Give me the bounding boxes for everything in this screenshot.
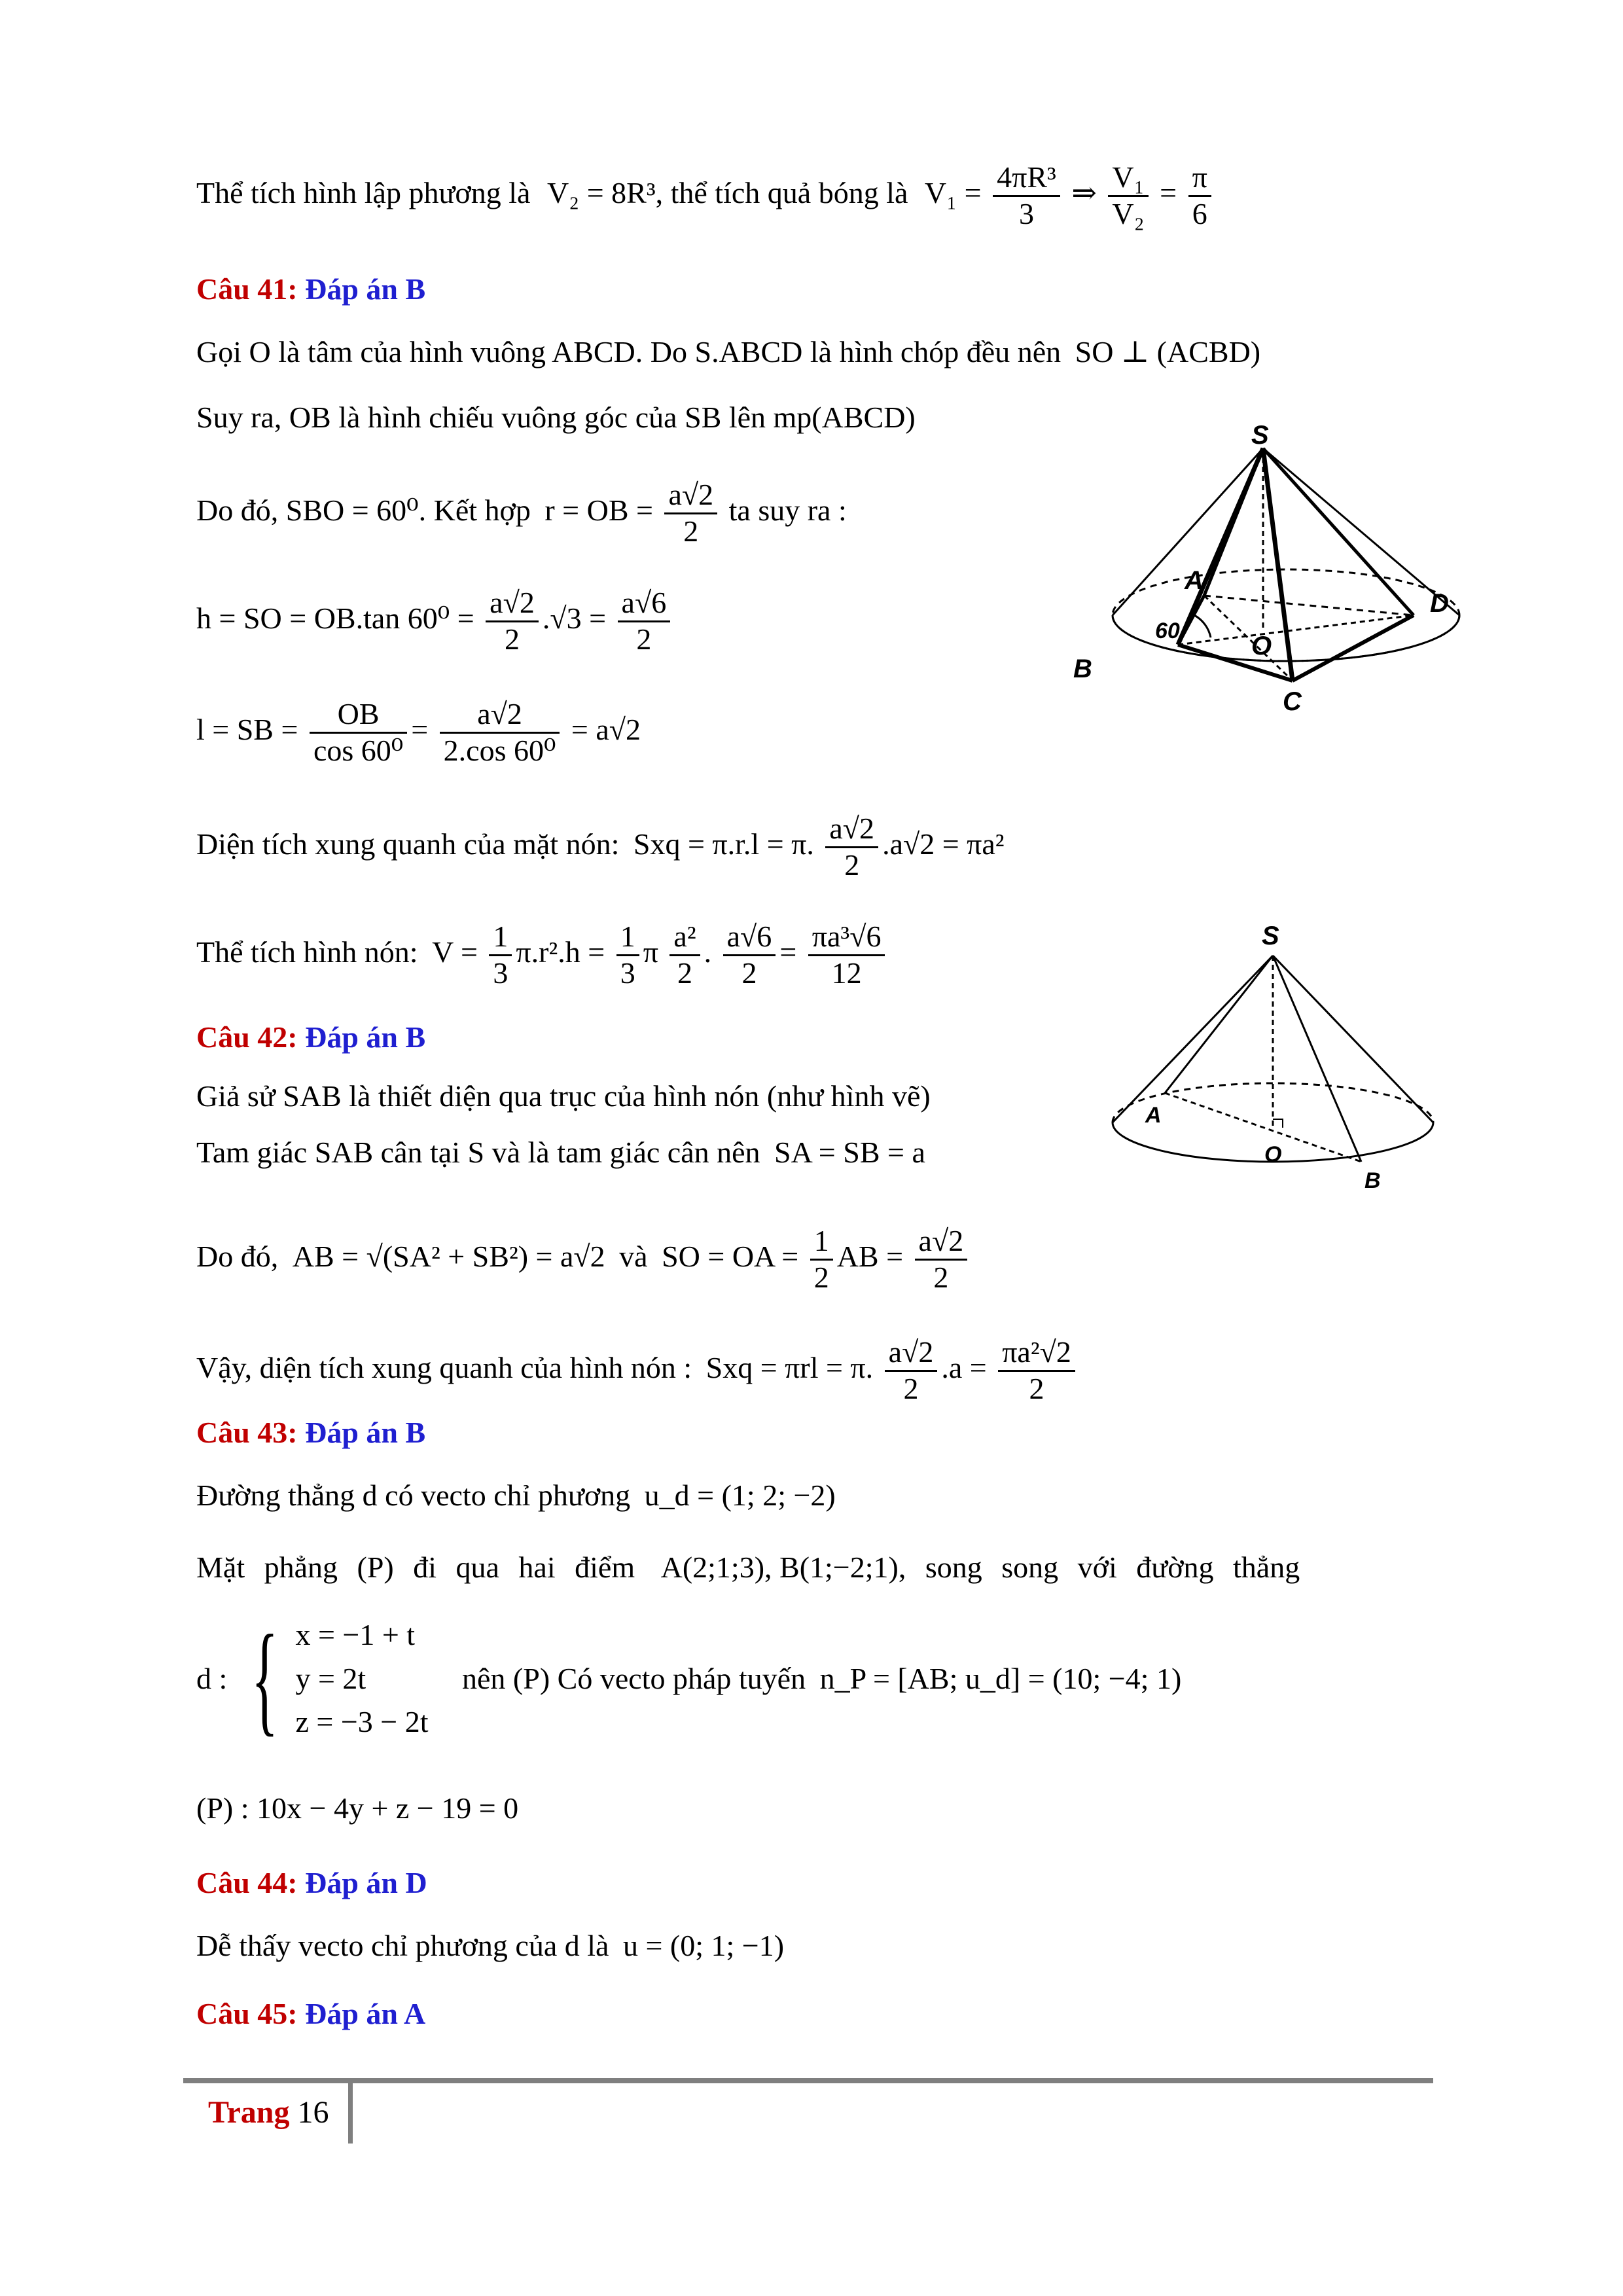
heading-q44: Câu 44: Đáp án D [196,1866,427,1899]
line-cube-volume: Thể tích hình lập phương là V₂ = 8R³, thể tích quả bóng là V₁ = $\frac{\text{4πR³}}{3}$ ⇒ $\frac{\text{V₁}}{\text{V₂}}$ = $\frac{\pi}{6}$ [196,160,1215,232]
footer-label: Trang [208,2095,290,2130]
heading-q43: Câu 43: Đáp án B [196,1416,426,1449]
label-b: B [1364,1168,1381,1193]
q41-line3: Do đó, SBO = 60⁰. Kết hợp r = OB = $\frac{a√2}{2}$ ta suy ra : [196,478,847,548]
heading-q41: Câu 41: Đáp án B [196,272,426,306]
label-o: O [1264,1142,1282,1167]
q41-l-equation: l = SB = $\frac{OB}{\text{cos 60⁰}}$ = $\frac{a√2}{\text{2.cos 60⁰}}$ = a√2 [196,697,641,767]
label-angle: 60 [1155,619,1180,643]
label-b: B [1073,655,1092,683]
label-s: S [1262,922,1279,950]
footer-rule [183,2078,1433,2083]
q41-line2: Suy ra, OB là hình chiếu vuông góc của SB lên mp(ABCD) [196,401,916,434]
fraction-result: $\frac{\pi}{6}$ [1188,160,1211,232]
label-s: S [1251,421,1269,450]
label-c: C [1283,687,1302,716]
label-a: A [1185,566,1204,595]
heading-q42: Câu 42: Đáp án B [196,1020,426,1054]
q41-volume: Thể tích hình nón: V = $\frac{1}{3}$ π.r².h = $\frac{1}{3}$ π $\frac{\text{a²}}{2}$ . $\frac{a√6}{2}$ = $\frac{\text{πa³√6}}{12}$ [196,920,889,991]
cone-figure [1093,920,1472,1208]
fraction-ratio: $\frac{\text{V₁}}{\text{V₂}}$ [1108,160,1148,232]
label-o: O [1251,632,1272,660]
fraction-v1: $\frac{\text{4πR³}}{3}$ [993,160,1060,232]
q43-system: d : { x = −1 + t y = 2t z = −3 − 2t nên (P) Có vecto pháp tuyến n_P = [AB; u_d] = (10; −4; 1) [196,1610,1182,1748]
q44-line1: Dễ thấy vecto chỉ phương của d là u = (0; 1; −1) [196,1929,785,1962]
heading-q45: Câu 45: Đáp án A [196,1997,426,2030]
q42-line3: Do đó, AB = √(SA² + SB²) = a√2 và SO = OA = $\frac{1}{2}$ AB = $\frac{a√2}{2}$ [196,1224,971,1295]
q42-line1: Giả sử SAB là thiết diện qua trục của hình nón (như hình vẽ) [196,1079,931,1113]
q43-plane-equation: (P) : 10x − 4y + z − 19 = 0 [196,1791,519,1825]
label-a: A [1145,1103,1162,1128]
q41-line1: Gọi O là tâm của hình vuông ABCD. Do S.ABCD là hình chóp đều nên SO ⊥ (ACBD) [196,335,1261,368]
q41-h-equation: h = SO = OB.tan 60⁰ = $\frac{a√2}{2}$ .√3 = $\frac{a√6}{2}$ [196,586,674,657]
page-number: 16 [297,2095,329,2130]
footer-divider [348,2078,353,2144]
q43-line2: Mặt phẳng (P) đi qua hai điểm A(2;1;3), B(1;−2;1), song song với đường thẳng [196,1551,1300,1584]
q42-line4: Vậy, diện tích xung quanh của hình nón : Sxq = πrl = π. $\frac{a√2}{2}$ .a = $\frac{\text{πa²√2}}{2}$ [196,1335,1079,1407]
pyramid-cone-figure [1060,419,1492,720]
q43-line1: Đường thẳng d có vecto chỉ phương u_d = (1; 2; −2) [196,1479,836,1512]
equation-system: { x = −1 + t y = 2t z = −3 − 2t [251,1610,429,1748]
label-d: D [1430,589,1449,618]
page-footer [208,2094,329,2130]
q41-sxq: Diện tích xung quanh của mặt nón: Sxq = π.r.l = π. $\frac{a√2}{2}$ .a√2 = πa² [196,812,1005,882]
q42-line2: Tam giác SAB cân tại S và là tam giác cân nên SA = SB = a [196,1136,925,1169]
